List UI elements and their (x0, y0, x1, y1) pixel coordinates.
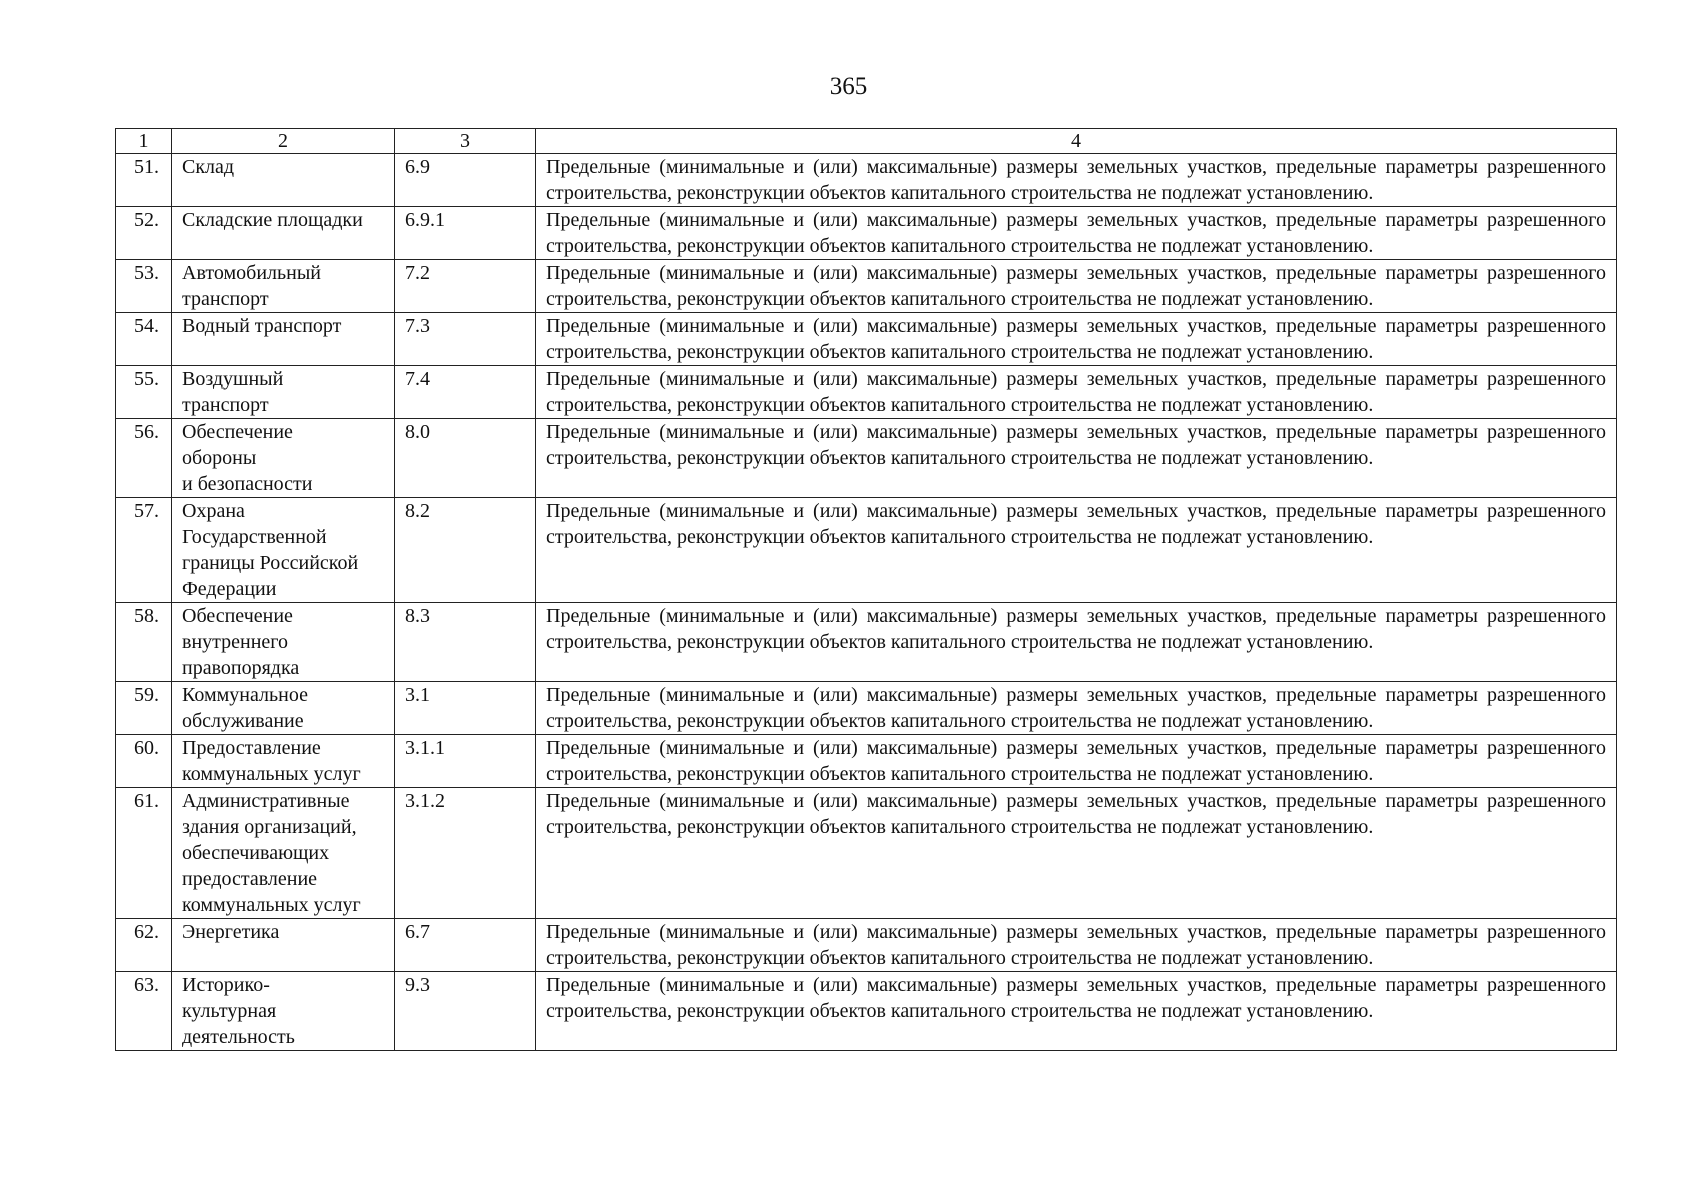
header-cell-4: 4 (536, 129, 1617, 154)
table-row (116, 366, 1617, 419)
row-number: 62. (116, 919, 172, 972)
table-row (116, 313, 1617, 366)
land-use-name-line: обеспечивающих (182, 842, 330, 864)
land-use-name-line: Склад (182, 156, 235, 178)
table-row (116, 788, 1617, 919)
parameters-description: Предельные (минимальные и (или) максимальные) размеры земельных участков, предельные параметры разрешенного строительства, реконструкции объектов капитального строительства не подлежат установлению. (536, 498, 1617, 603)
row-number: 51. (116, 154, 172, 207)
land-use-name-line: Энергетика (182, 921, 280, 943)
land-use-name (172, 972, 395, 1051)
parameters-description: Предельные (минимальные и (или) максимальные) размеры земельных участков, предельные параметры разрешенного строительства, реконструкции объектов капитального строительства не подлежат установлению. (536, 154, 1617, 207)
parameters-description: Предельные (минимальные и (или) максимальные) размеры земельных участков, предельные параметры разрешенного строительства, реконструкции объектов капитального строительства не подлежат установлению. (536, 207, 1617, 260)
land-use-name-line: границы Российской (182, 552, 359, 574)
parameters-description: Предельные (минимальные и (или) максимальные) размеры земельных участков, предельные параметры разрешенного строительства, реконструкции объектов капитального строительства не подлежат установлению. (536, 735, 1617, 788)
land-use-name (172, 919, 395, 972)
land-use-name-line: Государственной (182, 526, 327, 548)
row-number: 59. (116, 682, 172, 735)
land-use-name-line: Обеспечение (182, 421, 293, 443)
land-use-name (172, 603, 395, 682)
land-use-name-line: внутреннего (182, 631, 288, 653)
row-number: 63. (116, 972, 172, 1051)
row-number: 57. (116, 498, 172, 603)
table-row (116, 682, 1617, 735)
page-number: 365 (829, 73, 868, 100)
row-number: 61. (116, 788, 172, 919)
land-use-code: 8.0 (395, 419, 536, 498)
land-use-name (172, 260, 395, 313)
land-use-name-line: обслуживание (182, 710, 304, 732)
land-use-name-line: здания организаций, (182, 816, 357, 838)
land-use-name-line: обороны (182, 447, 257, 469)
table-body (116, 129, 1617, 1051)
parameters-description: Предельные (минимальные и (или) максимальные) размеры земельных участков, предельные параметры разрешенного строительства, реконструкции объектов капитального строительства не подлежат установлению. (536, 366, 1617, 419)
land-use-name-line: Коммунальное (182, 684, 308, 706)
table-row (116, 735, 1617, 788)
land-use-code: 7.3 (395, 313, 536, 366)
row-number: 55. (116, 366, 172, 419)
land-use-name-line: Складские площадки (182, 209, 363, 231)
land-use-name-line: транспорт (182, 288, 269, 310)
row-number: 52. (116, 207, 172, 260)
land-use-name-line: и безопасности (182, 473, 313, 495)
land-use-name-line: Воздушный (182, 368, 284, 390)
table-row (116, 498, 1617, 603)
land-use-name-line: Административные (182, 790, 350, 812)
land-use-name (172, 498, 395, 603)
table-row (116, 972, 1617, 1051)
table-row (116, 419, 1617, 498)
land-use-name (172, 682, 395, 735)
land-use-code: 7.4 (395, 366, 536, 419)
parameters-description: Предельные (минимальные и (или) максимальные) размеры земельных участков, предельные параметры разрешенного строительства, реконструкции объектов капитального строительства не подлежат установлению. (536, 682, 1617, 735)
land-use-name (172, 366, 395, 419)
row-number: 56. (116, 419, 172, 498)
land-use-name-line: Охрана (182, 500, 245, 522)
land-use-code: 6.7 (395, 919, 536, 972)
land-use-name (172, 788, 395, 919)
land-use-name-line: Обеспечение (182, 605, 293, 627)
land-use-name-line: транспорт (182, 394, 269, 416)
row-number: 58. (116, 603, 172, 682)
land-use-name-line: деятельность (182, 1026, 295, 1048)
land-use-name-line: предоставление (182, 868, 318, 890)
table-row (116, 260, 1617, 313)
land-use-name-line: Предоставление (182, 737, 321, 759)
row-number: 54. (116, 313, 172, 366)
land-use-code: 9.3 (395, 972, 536, 1051)
header-cell-1: 1 (116, 129, 172, 154)
land-use-name (172, 154, 395, 207)
land-use-code: 3.1 (395, 682, 536, 735)
parameters-description: Предельные (минимальные и (или) максимальные) размеры земельных участков, предельные параметры разрешенного строительства, реконструкции объектов капитального строительства не подлежат установлению. (536, 419, 1617, 498)
land-use-name-line: Автомобильный (182, 262, 321, 284)
land-use-name-line: правопорядка (182, 657, 300, 679)
table-row (116, 603, 1617, 682)
land-use-code: 8.2 (395, 498, 536, 603)
header-cell-2: 2 (172, 129, 395, 154)
parameters-description: Предельные (минимальные и (или) максимальные) размеры земельных участков, предельные параметры разрешенного строительства, реконструкции объектов капитального строительства не подлежат установлению. (536, 260, 1617, 313)
parameters-description: Предельные (минимальные и (или) максимальные) размеры земельных участков, предельные параметры разрешенного строительства, реконструкции объектов капитального строительства не подлежат установлению. (536, 788, 1617, 919)
parameters-description: Предельные (минимальные и (или) максимальные) размеры земельных участков, предельные параметры разрешенного строительства, реконструкции объектов капитального строительства не подлежат установлению. (536, 313, 1617, 366)
parameters-description: Предельные (минимальные и (или) максимальные) размеры земельных участков, предельные параметры разрешенного строительства, реконструкции объектов капитального строительства не подлежат установлению. (536, 919, 1617, 972)
table-row (116, 919, 1617, 972)
land-use-name (172, 207, 395, 260)
parameters-description: Предельные (минимальные и (или) максимальные) размеры земельных участков, предельные параметры разрешенного строительства, реконструкции объектов капитального строительства не подлежат установлению. (536, 603, 1617, 682)
land-use-table (115, 128, 1617, 1051)
table-header-row (116, 129, 1617, 154)
land-use-code: 6.9 (395, 154, 536, 207)
row-number: 53. (116, 260, 172, 313)
land-use-name (172, 735, 395, 788)
land-use-code: 8.3 (395, 603, 536, 682)
land-use-code: 6.9.1 (395, 207, 536, 260)
land-use-name-line: Водный транспорт (182, 315, 342, 337)
table-row (116, 154, 1617, 207)
parameters-description: Предельные (минимальные и (или) максимальные) размеры земельных участков, предельные параметры разрешенного строительства, реконструкции объектов капитального строительства не подлежат установлению. (536, 972, 1617, 1051)
table-row (116, 207, 1617, 260)
land-use-code: 7.2 (395, 260, 536, 313)
land-use-name (172, 419, 395, 498)
row-number: 60. (116, 735, 172, 788)
land-use-name-line: культурная (182, 1000, 277, 1022)
land-use-name-line: Историко- (182, 974, 270, 996)
header-cell-3: 3 (395, 129, 536, 154)
land-use-name-line: коммунальных услуг (182, 894, 361, 916)
land-use-name (172, 313, 395, 366)
land-use-code: 3.1.2 (395, 788, 536, 919)
land-use-name-line: Федерации (182, 578, 277, 600)
land-use-name-line: коммунальных услуг (182, 763, 361, 785)
land-use-code: 3.1.1 (395, 735, 536, 788)
